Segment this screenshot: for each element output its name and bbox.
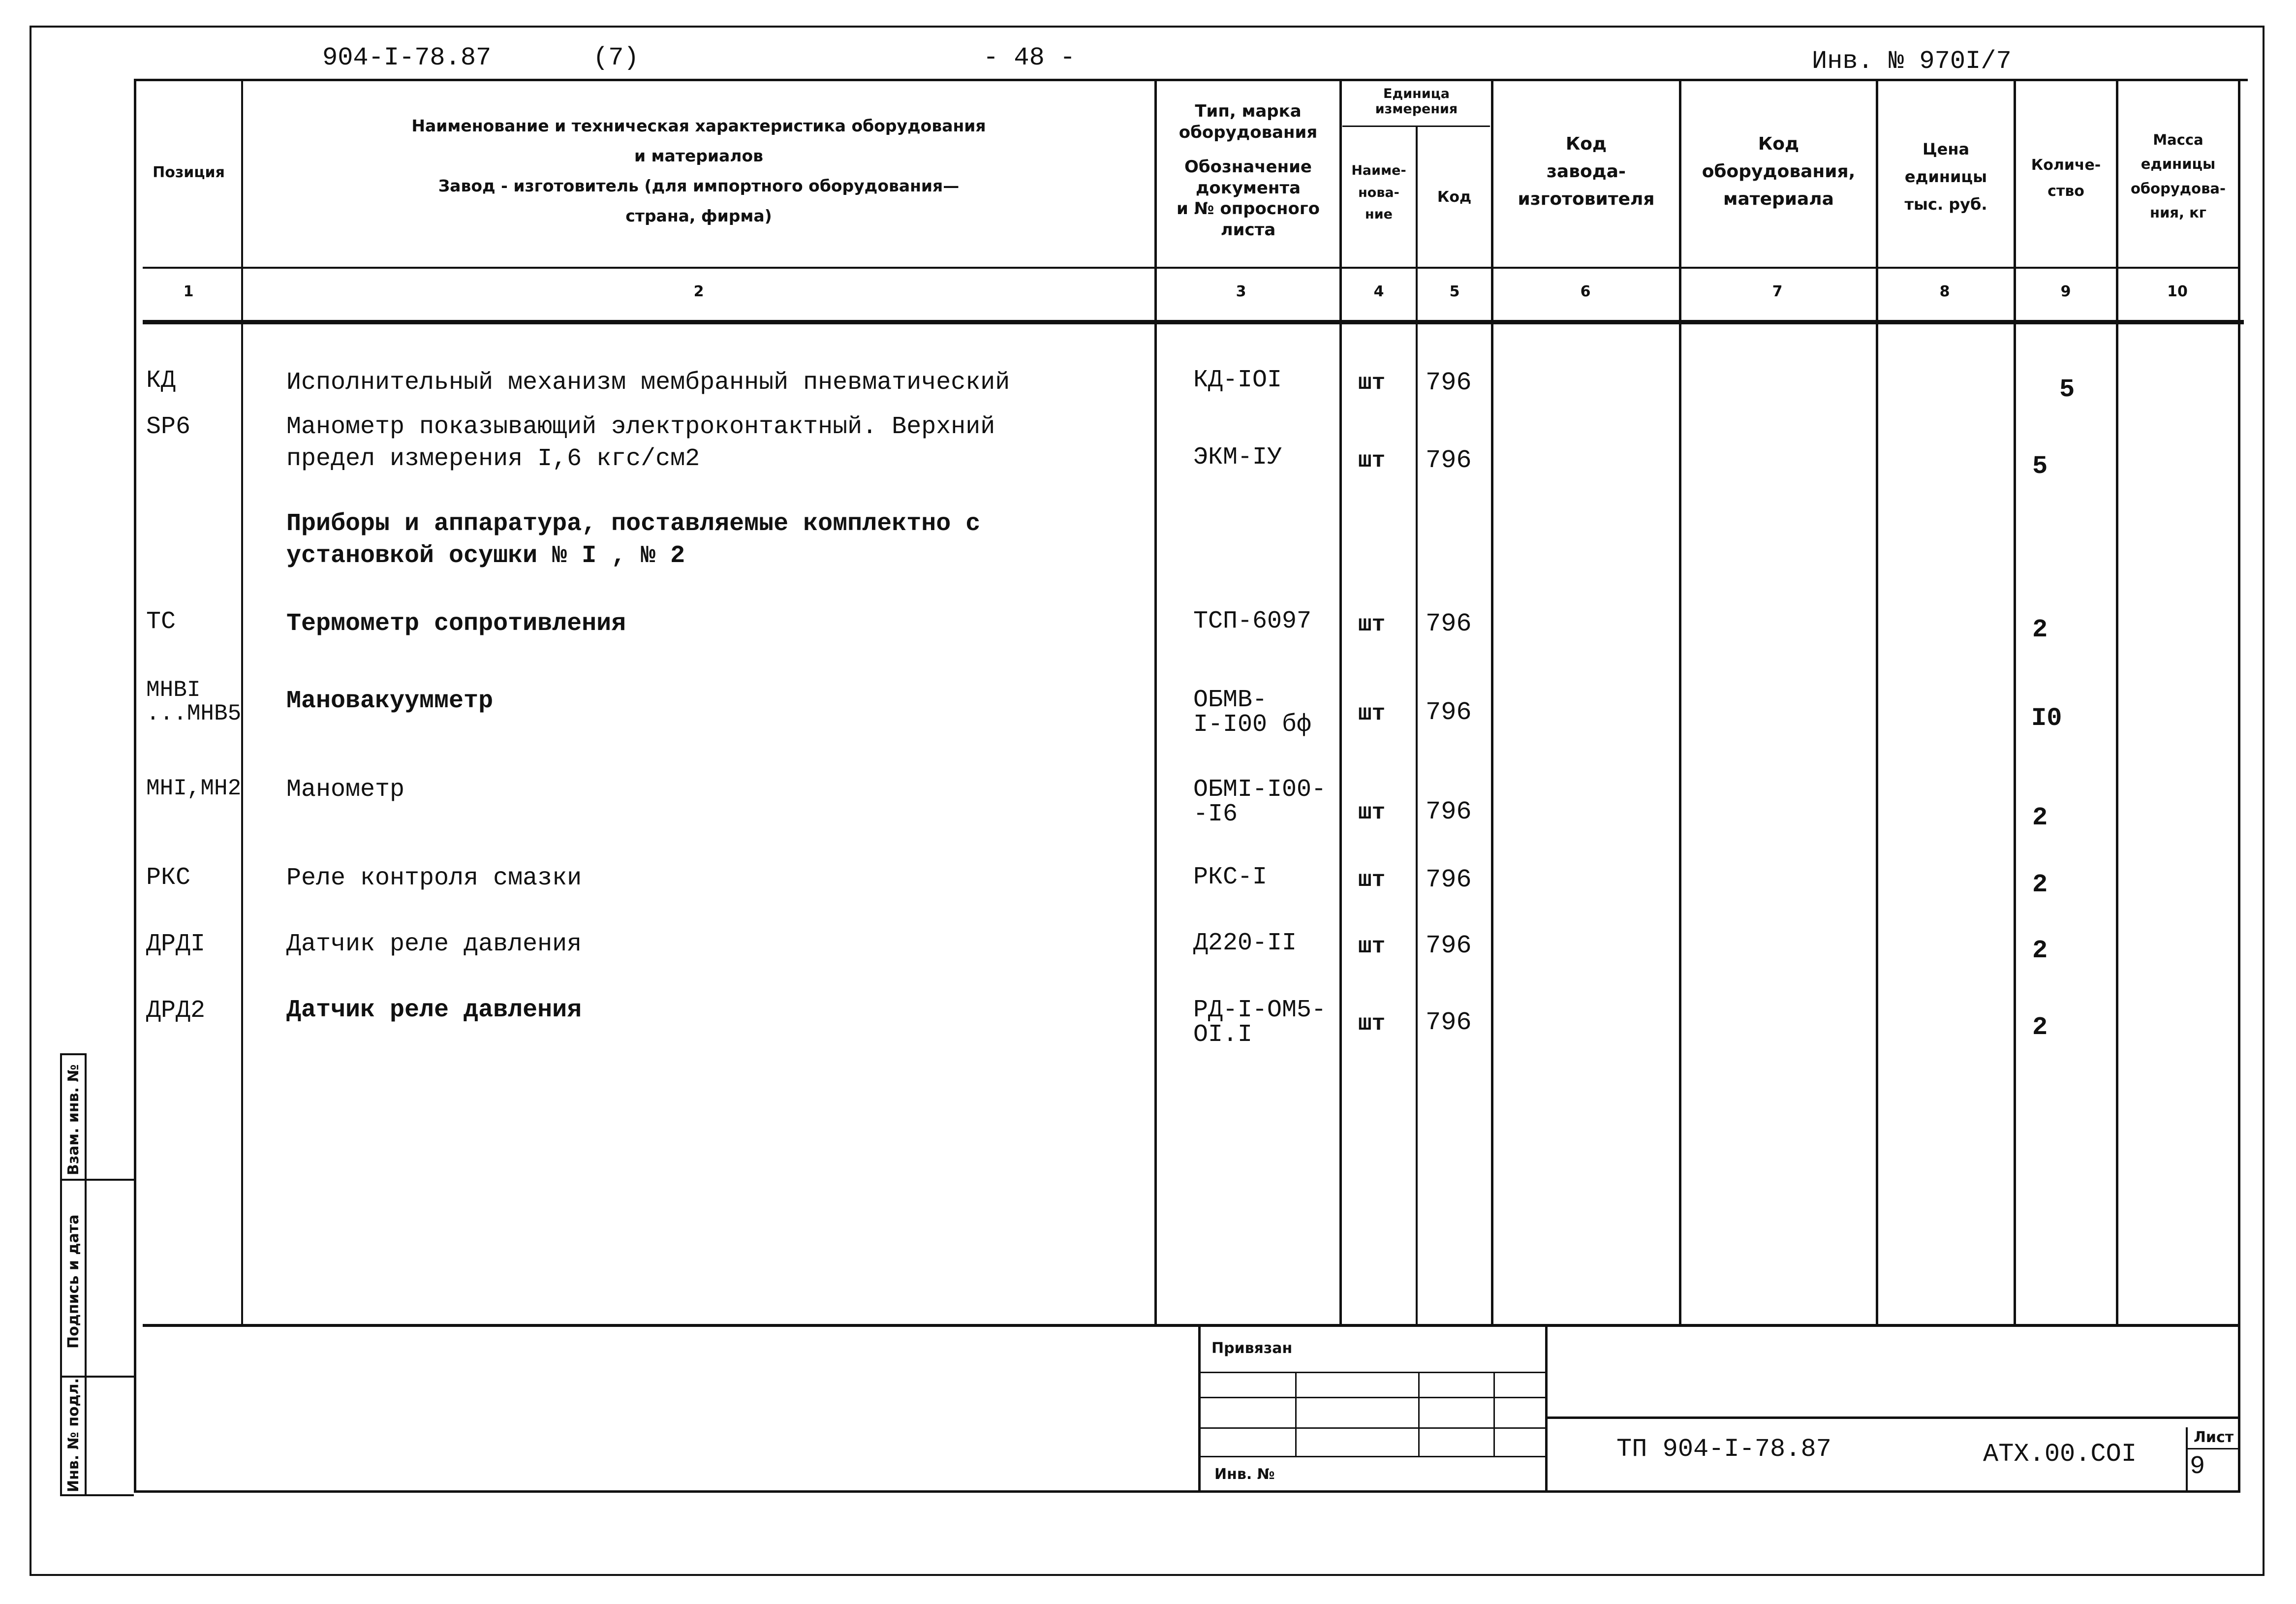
table-row-name: Манометр: [286, 776, 405, 804]
margin-strip-right: [85, 1053, 87, 1496]
col-num-9: 9: [2060, 283, 2071, 300]
table-row-unit: шт: [1358, 934, 1386, 959]
table-row-qty: 2: [2032, 870, 2048, 899]
sheet-number: 9: [2190, 1452, 2205, 1481]
table-row-code: 796: [1426, 865, 1472, 894]
table-row-qty: I0: [2031, 704, 2062, 733]
frame-right: [2263, 26, 2265, 1576]
table-row-unit: шт: [1358, 612, 1386, 637]
stamp-right: [1545, 1324, 1548, 1491]
table-row-code: 796: [1426, 446, 1472, 475]
margin-label-replace-inv: Взам. инв. №: [65, 1064, 82, 1175]
table-row-position: ЅР6: [146, 413, 191, 441]
drawing-code: АТХ.00.COI: [1983, 1440, 2137, 1469]
table-row-unit: шт: [1358, 448, 1386, 473]
header-name: Наименование и техническая характеристика оборудования и материалов Завод - изготовитель (для импортного оборудования— страна, фирма): [411, 116, 986, 226]
header-price: Цена единицы тыс. руб.: [1904, 140, 1987, 214]
header-plant-code: Код завода- изготовителя: [1518, 134, 1655, 209]
frame-top: [30, 26, 2264, 28]
title-block-top: [143, 1324, 2239, 1327]
table-row-name: Мановакуумметр: [286, 687, 494, 715]
table-row-unit: шт: [1358, 1011, 1386, 1037]
table-row-code: 796: [1426, 609, 1472, 638]
table-left: [134, 79, 136, 1491]
table-row-type: ТСП-6097: [1193, 607, 1312, 635]
section-heading: Приборы и аппаратура, поставляемые комплектно с установкой осушки № I , № 2: [286, 510, 981, 570]
col-num-3: 3: [1236, 283, 1246, 300]
table-row-type: ОБМВ- I-I00 бф: [1193, 686, 1312, 739]
margin-label-inv-original: Инв. № подл.: [65, 1378, 82, 1492]
margin-sep-1: [60, 1179, 134, 1181]
frame-left: [30, 26, 31, 1576]
colnum-line: [143, 320, 2244, 324]
margin-sep-2: [60, 1376, 134, 1378]
col-line-1: [241, 81, 243, 1325]
title-bottom: [134, 1490, 2240, 1493]
header-line: [143, 267, 2238, 269]
header-unit-code: Код: [1437, 189, 1472, 206]
stamp-inv-label: Инв. №: [1214, 1466, 1275, 1483]
table-row-position: ТС: [146, 608, 176, 636]
table-row-code: 796: [1426, 1008, 1472, 1037]
table-row-type: РКС-I: [1193, 863, 1268, 891]
col-num-1: 1: [183, 283, 194, 300]
table-row-name: Термометр сопротивления: [286, 610, 626, 638]
table-row-name: Исполнительный механизм мембранный пневматический: [286, 369, 1010, 397]
col-line-6: [1679, 81, 1681, 1325]
col-num-4: 4: [1373, 283, 1384, 300]
col-line-9: [2116, 81, 2118, 1325]
col-line-7: [1876, 81, 1878, 1325]
margin-strip-left: [60, 1053, 62, 1496]
header-material-code: Код оборудования, материала: [1702, 134, 1856, 209]
page-number: - 48 -: [983, 43, 1076, 72]
sheet-cell-left: [2186, 1427, 2188, 1491]
header-unit-name: Наиме- нова- ние: [1351, 163, 1406, 222]
stamp-left: [1198, 1324, 1201, 1491]
table-right: [2238, 79, 2240, 1491]
table-row-unit: шт: [1358, 370, 1386, 396]
col-line-4: [1416, 127, 1418, 1325]
col-line-5: [1491, 81, 1493, 1325]
table-row-position: ДРД2: [146, 997, 206, 1025]
table-row-unit: шт: [1358, 867, 1386, 893]
table-row-unit: шт: [1358, 800, 1386, 825]
col-num-7: 7: [1772, 283, 1783, 300]
frame-bottom: [30, 1574, 2264, 1576]
title-cell-top: [1548, 1416, 2239, 1419]
variant-number: (7): [593, 43, 639, 72]
header-type: Тип, марка оборудования Обозначение документа и № опросного листа: [1176, 101, 1320, 240]
col-num-10: 10: [2167, 283, 2188, 300]
col-line-3: [1339, 81, 1342, 1325]
table-row-name: Манометр показывающий электроконтактный. Верхний предел измерения I,6 кгс/см2: [286, 413, 995, 473]
table-row-position: МНВI ...МНВ5: [146, 677, 242, 727]
table-row-qty: 2: [2032, 803, 2048, 832]
table-row-qty: 2: [2032, 936, 2048, 965]
inventory-number: Инв. № 970I/7: [1812, 47, 2012, 76]
table-row-type: Д220-II: [1193, 929, 1297, 957]
table-row-qty: 5: [2059, 375, 2075, 404]
drawing-designation: ТП 904-I-78.87: [1616, 1435, 1831, 1464]
table-row-type: КД-IOI: [1193, 366, 1282, 394]
table-row-code: 796: [1426, 698, 1472, 727]
col-num-2: 2: [693, 283, 704, 300]
margin-strip-bottom: [60, 1494, 134, 1496]
doc-number: 904-I-78.87: [322, 43, 492, 72]
col-num-6: 6: [1580, 283, 1591, 300]
col-line-2: [1154, 81, 1157, 1325]
table-row-name: Датчик реле давления: [286, 996, 582, 1024]
margin-label-signature: Подпись и дата: [65, 1214, 82, 1349]
sheet-cell-line: [2186, 1448, 2238, 1449]
table-row-qty: 2: [2032, 1013, 2048, 1042]
table-row-qty: 5: [2032, 452, 2048, 481]
header-unit-group: Единица измерения: [1375, 86, 1458, 117]
table-row-code: 796: [1426, 368, 1472, 397]
table-row-type: ЭКМ-IУ: [1193, 443, 1282, 472]
table-row-position: РКС: [146, 864, 191, 892]
table-row-position: МНI,МН2: [146, 776, 242, 801]
stamp-vline-2: [1418, 1373, 1420, 1456]
stamp-vline-3: [1493, 1373, 1495, 1456]
table-row-unit: шт: [1358, 701, 1386, 726]
header-mass: Масса единицы оборудова- ния, кг: [2130, 131, 2226, 221]
table-row-position: ДРДI: [146, 930, 206, 958]
table-row-type: РД-I-ОМ5- OI.I: [1193, 996, 1327, 1049]
margin-strip-top: [60, 1053, 87, 1055]
col-num-8: 8: [1939, 283, 1950, 300]
table-row-qty: 2: [2032, 615, 2048, 644]
col-line-8: [2014, 81, 2016, 1325]
table-row-code: 796: [1426, 797, 1472, 826]
stamp-vline-1: [1295, 1373, 1297, 1456]
table-row-name: Датчик реле давления: [286, 930, 582, 958]
table-row-type: ОБМI-I00- -I6: [1193, 776, 1327, 828]
stamp-attached-label: Привязан: [1211, 1340, 1293, 1357]
stamp-line-4: [1201, 1456, 1545, 1457]
table-row-name: Реле контроля смазки: [286, 864, 582, 892]
table-top: [134, 79, 2248, 81]
table-row-code: 796: [1426, 931, 1472, 960]
col-num-5: 5: [1449, 283, 1460, 300]
sheet-label: Лист: [2194, 1429, 2234, 1446]
header-position: Позиция: [153, 164, 225, 181]
table-row-position: КД: [146, 367, 176, 395]
header-quantity: Количе- ство: [2031, 157, 2101, 200]
